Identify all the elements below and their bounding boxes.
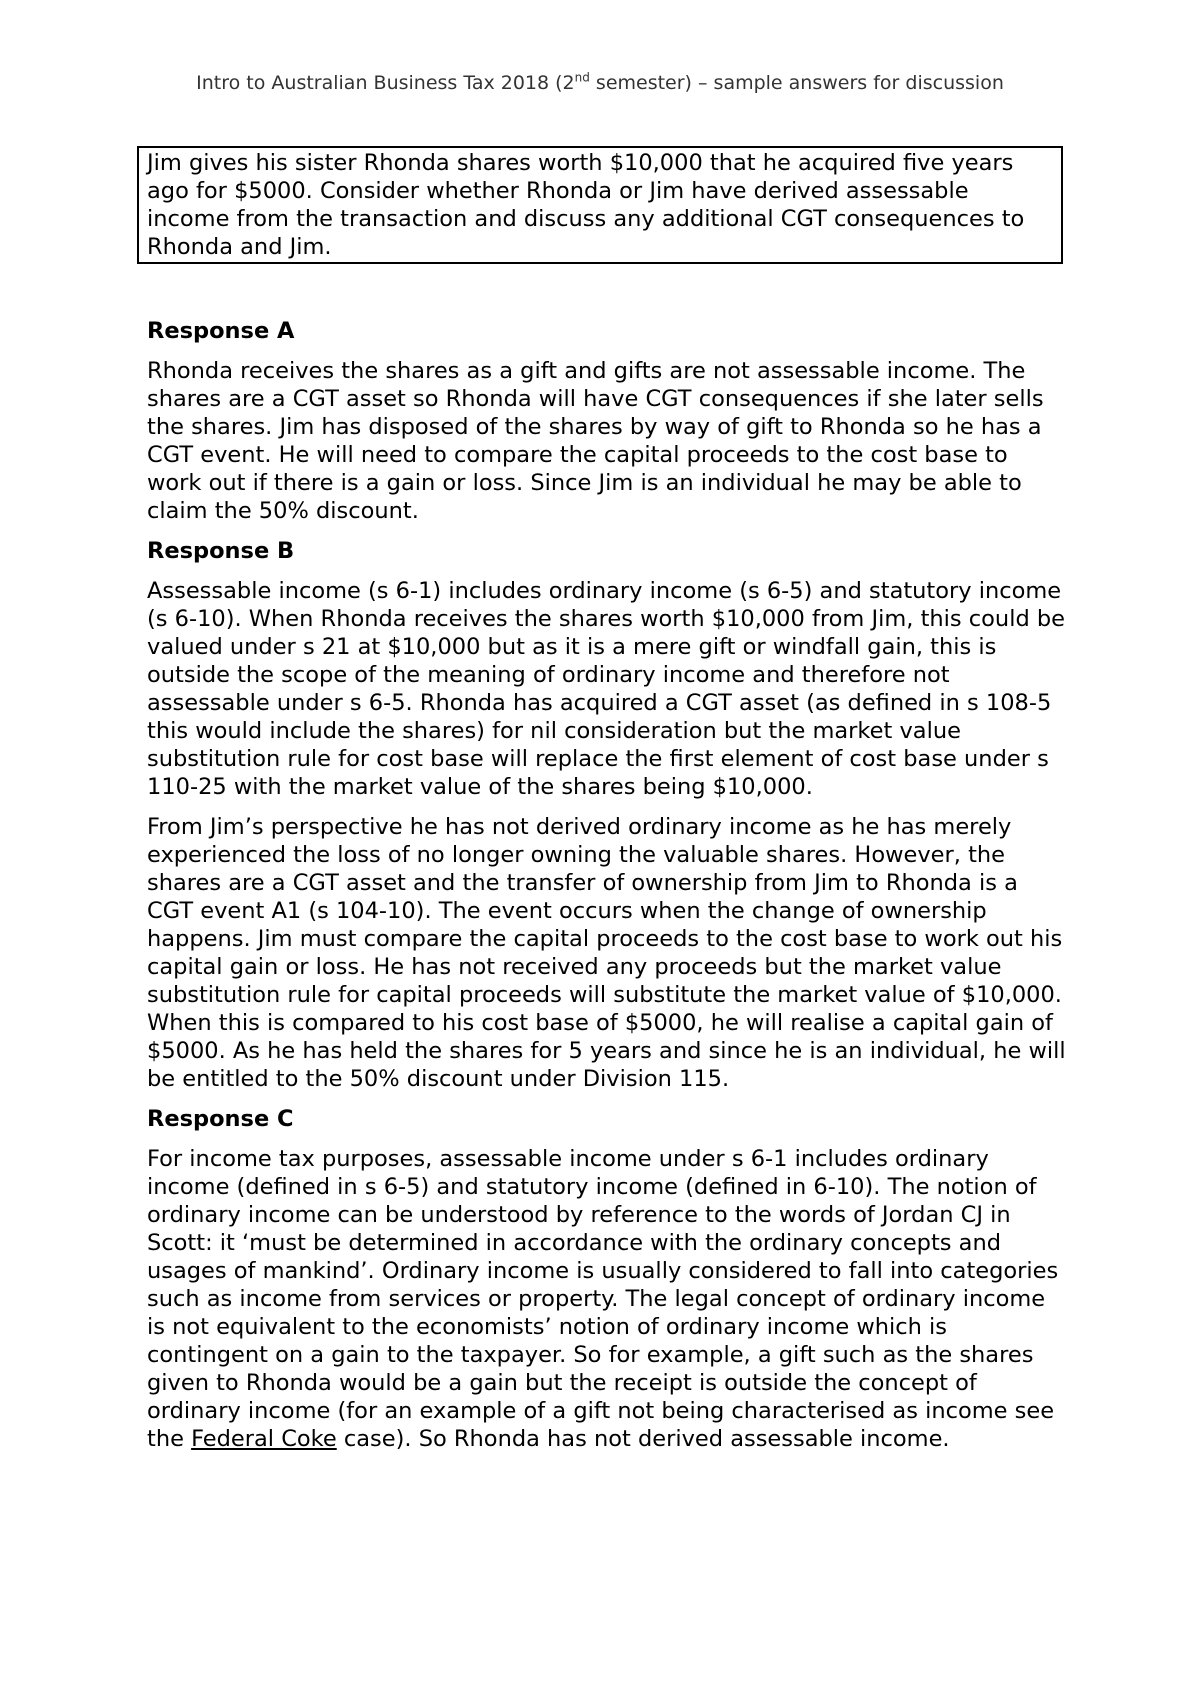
response-c-text-start: For income tax purposes, assessable income under s 6-1 includes ordinary income (defined in s 6-5) and statutory income (defined in 6-10). The notion of ordinary income can be understood by reference to the words of Jordan CJ in Scott: it ‘must be determined in accordance with the ordinary concepts and usages of mankind’. Ordinary income is usually considered to fall into categories such as income from services or property. The legal concept of ordinary income is not equivalent to the economists’ notion of ordinary income which is contingent on a gain to the taxpayer. So for example, a gift such as the shares given to Rhonda would be a gain but the receipt is outside the concept of ordinary income (for an example of a gift not being characterised as income see the xyxy=(147,1146,1059,1452)
page-header xyxy=(180,70,1020,96)
responses-content xyxy=(147,317,1067,1465)
header-title-start: Intro to Australian Business Tax 2018 (2 xyxy=(196,72,575,94)
header-title-superscript: nd xyxy=(574,70,590,85)
response-b-section xyxy=(147,537,1067,1093)
response-c-heading: Response C xyxy=(147,1106,294,1132)
response-a-section xyxy=(147,317,1067,525)
question-text: Jim gives his sister Rhonda shares worth $10,000 that he acquired five years ago for $5000. Consider whether Rhonda or Jim have derived assessable income from the transaction and discuss any additional CGT consequences to Rhonda and Jim. xyxy=(147,150,1025,260)
response-c-paragraph xyxy=(147,1145,1067,1453)
response-c-section xyxy=(147,1105,1067,1453)
response-a-heading: Response A xyxy=(147,318,295,344)
federal-coke-case-link[interactable]: Federal Coke xyxy=(191,1426,337,1452)
question-box xyxy=(137,146,1063,264)
response-b-heading: Response B xyxy=(147,538,295,564)
response-c-text-end: case). So Rhonda has not derived assessable income. xyxy=(336,1426,950,1452)
header-title-end: semester) – sample answers for discussion xyxy=(589,72,1004,94)
response-b-paragraph-1: Assessable income (s 6-1) includes ordinary income (s 6-5) and statutory income (s 6-10). When Rhonda receives the shares worth $10,000 from Jim, this could be valued under s 21 at $10,000 but as it is a mere gift or windfall gain, this is outside the scope of the meaning of ordinary income and therefore not assessable under s 6-5. Rhonda has acquired a CGT asset (as defined in s 108-5 this would include the shares) for nil consideration but the market value substitution rule for cost base will replace the first element of cost base under s 110-25 with the market value of the shares being $10,000. xyxy=(147,578,1066,800)
response-a-paragraph: Rhonda receives the shares as a gift and gifts are not assessable income. The shares are a CGT asset so Rhonda will have CGT consequences if she later sells the shares. Jim has disposed of the shares by way of gift to Rhonda so he has a CGT event. He will need to compare the capital proceeds to the cost base to work out if there is a gain or loss. Since Jim is an individual he may be able to claim the 50% discount. xyxy=(147,358,1044,524)
response-b-paragraph-2: From Jim’s perspective he has not derived ordinary income as he has merely experienced the loss of no longer owning the valuable shares. However, the shares are a CGT asset and the transfer of ownership from Jim to Rhonda is a CGT event A1 (s 104-10). The event occurs when the change of ownership happens. Jim must compare the capital proceeds to the cost base to work out his capital gain or loss. He has not received any proceeds but the market value substitution rule for capital proceeds will substitute the market value of $10,000. When this is compared to his cost base of $5000, he will realise a capital gain of $5000. As he has held the shares for 5 years and since he is an individual, he will be entitled to the 50% discount under Division 115. xyxy=(147,814,1066,1092)
